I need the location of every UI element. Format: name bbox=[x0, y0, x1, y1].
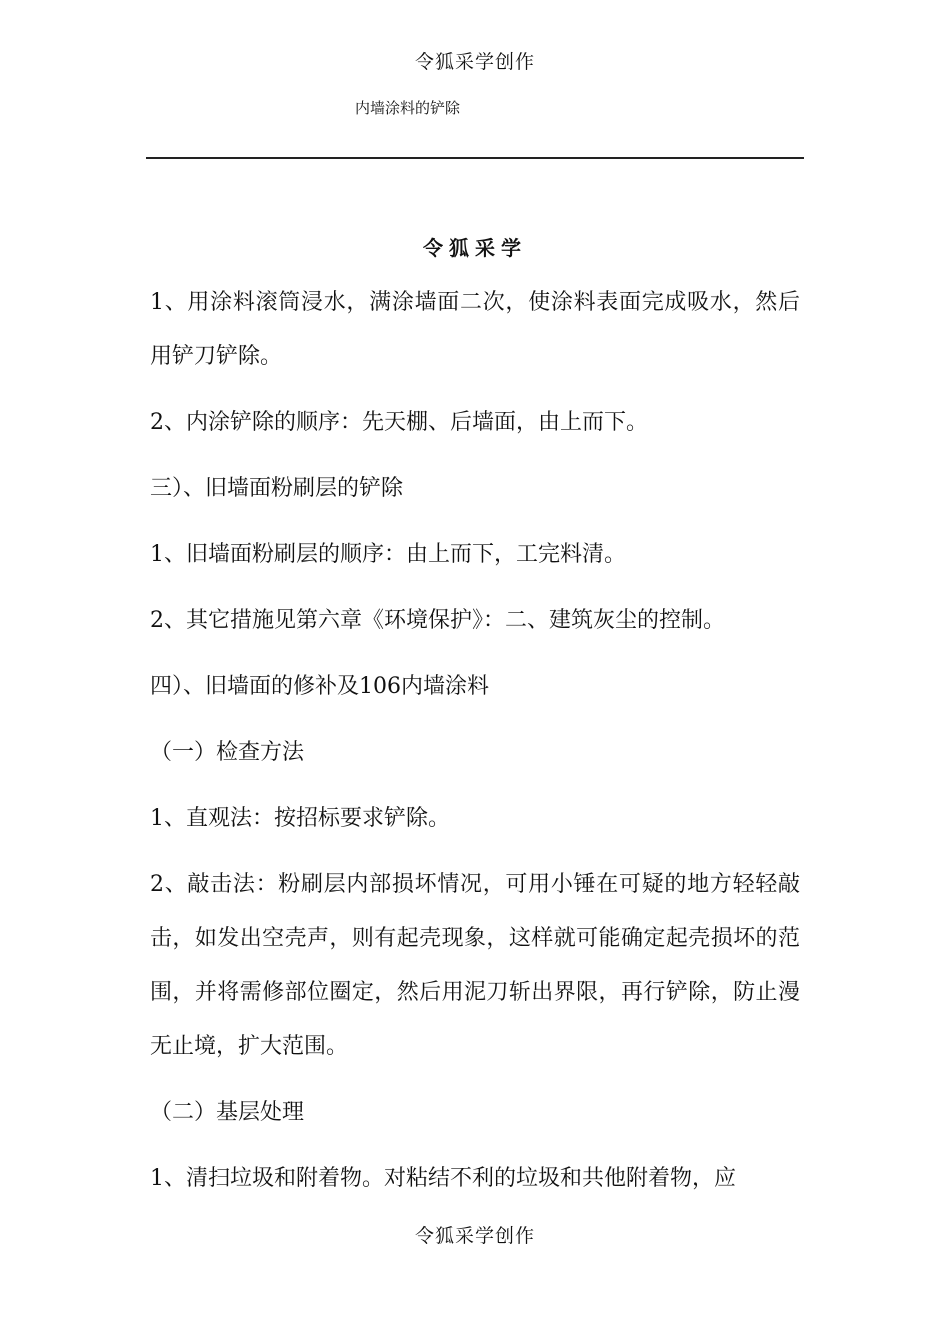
header-divider bbox=[146, 157, 804, 159]
paragraph-2: 2、内涂铲除的顺序：先天棚、后墙面，由上而下。 bbox=[150, 410, 648, 435]
sub-heading-inspection: （一）检查方法 bbox=[150, 740, 305, 765]
paragraph-3-2: 2、其它措施见第六章《环境保护》：二、建筑灰尘的控制。 bbox=[150, 608, 725, 633]
sub-heading-base-treatment: （二）基层处理 bbox=[150, 1100, 305, 1125]
paragraph-4-1: 1、直观法：按招标要求铲除。 bbox=[150, 806, 450, 831]
document-body bbox=[150, 230, 800, 1218]
paragraph-5-1: 1、清扫垃圾和附着物。对粘结不利的垃圾和共他附着物，应 bbox=[150, 1166, 736, 1191]
subsection-heading-3: 三）、旧墙面粉刷层的铲除 bbox=[150, 476, 404, 501]
paragraph-4-2: 2、敲击法：粉刷层内部损坏情况，可用小锤在可疑的地方轻轻敲击，如发出空壳声，则有起壳现象，这样就可能确定起壳损坏的范围，并将需修部位圈定，然后用泥刀斩出界限，再行铲除，防止漫无止境，扩大范围。 bbox=[150, 872, 800, 1059]
section-heading: 令狐采学 bbox=[423, 236, 527, 260]
subsection-heading-4: 四）、旧墙面的修补及106内墙涂料 bbox=[150, 674, 489, 699]
page-footer: 令狐采学创作 bbox=[414, 1225, 535, 1247]
paragraph-3-1: 1、旧墙面粉刷层的顺序：由上而下，工完料清。 bbox=[150, 542, 626, 567]
document-title: 内墙涂料的铲除 bbox=[355, 99, 461, 117]
paragraph-1: 1、用涂料滚筒浸水，满涂墙面二次，使涂料表面完成吸水，然后用铲刀铲除。 bbox=[150, 290, 800, 369]
page-header: 令狐采学创作 bbox=[414, 51, 535, 73]
